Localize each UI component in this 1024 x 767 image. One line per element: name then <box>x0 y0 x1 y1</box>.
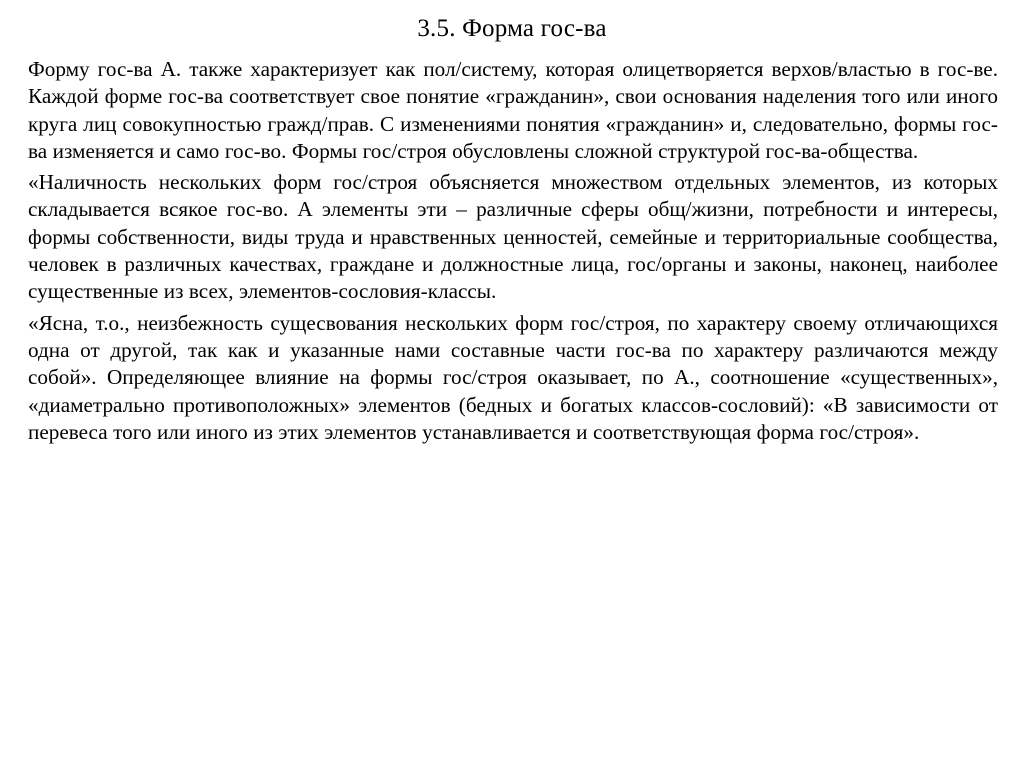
page-title: 3.5. Форма гос-ва <box>417 15 607 42</box>
paragraph: Форму гос-ва А. также характеризует как пол/систему, которая олицетворяется верхов/властью в гос-ве. Каждой форме гос-ва соответствует свое понятие «гражданин», свои основания наделения того или иного круга лиц совокупностью гражд/прав. С изменениями понятия «гражданин» и, следовательно, формы гос-ва изменяется и само гос-во. Формы гос/строя обусловлены сложной структурой гос-ва-общества. <box>28 57 998 163</box>
paragraph: «Наличность нескольких форм гос/строя объясняется множеством отдельных элементов, из которых складывается всякое гос-во. А элементы эти – различные сферы общ/жизни, потребности и интересы, формы собственности, виды труда и нравственных ценностей, семейные и территориальные сообщества, человек в различных качествах, граждане и должностные лица, гос/органы и законы, наконец, наиболее существенные из всех, элементов-сословия-классы. <box>28 170 998 304</box>
paragraph: «Ясна, т.о., неизбежность сущесвования нескольких форм гос/строя, по характеру своему отличающихся одна от другой, так как и указанные нами составные части гос-ва по характеру различаются между собой». Определяющее влияние на формы гос/строя оказывает, по А., соотношение «существенных», «диаметрально противоположных» элементов (бедных и богатых классов-сословий): «В зависимости от перевеса того или иного из этих элементов устанавливается и соответствующая форма гос/строя». <box>28 310 998 444</box>
document-body <box>0 56 1024 446</box>
